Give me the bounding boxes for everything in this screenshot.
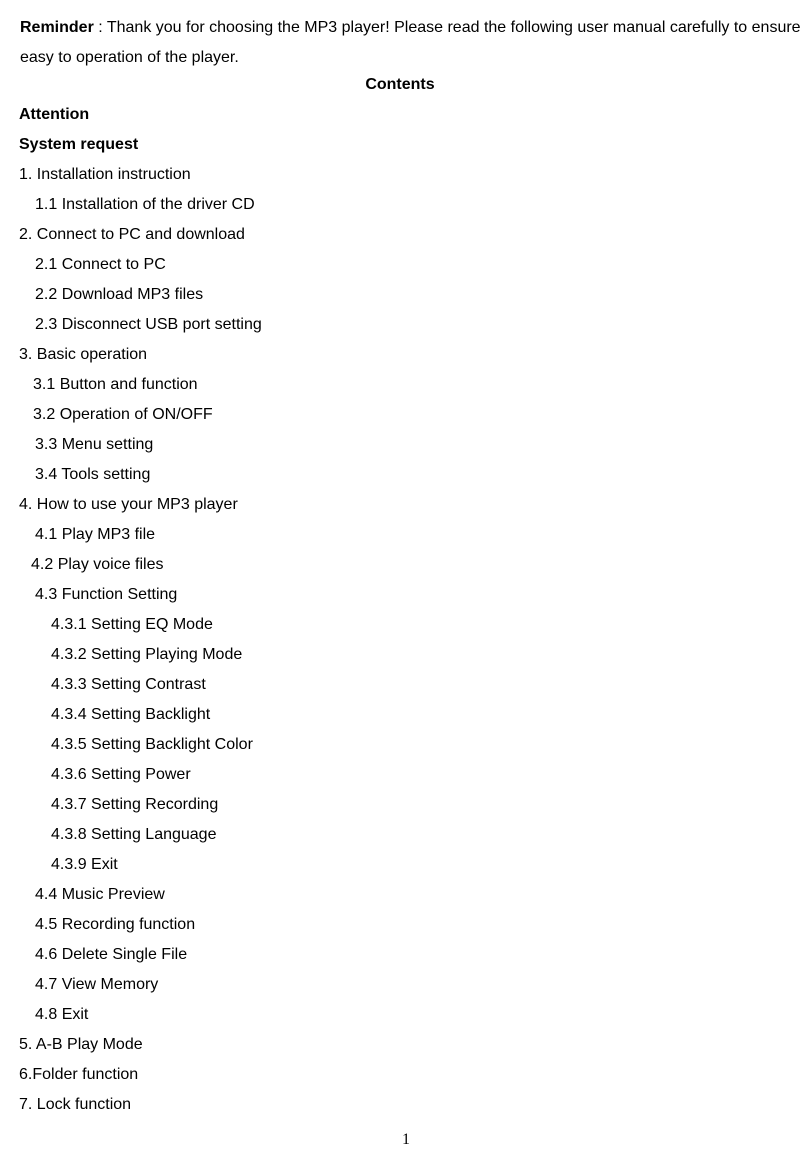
toc-entry-3: 3. Basic operation: [19, 346, 148, 363]
reminder-text-line1: : Thank you for choosing the MP3 player! Please read the following user manual carefully to ensure: [93, 19, 801, 36]
toc-entry-3-2: 3.2 Operation of ON/OFF: [33, 406, 213, 423]
toc-entry-5: 5. A-B Play Mode: [19, 1036, 143, 1053]
toc-entry-2-3: 2.3 Disconnect USB port setting: [35, 316, 262, 333]
toc-entry-4-3-6: 4.3.6 Setting Power: [51, 766, 191, 783]
table-of-contents: [0, 103, 262, 1123]
toc-entry-4-3-3: 4.3.3 Setting Contrast: [51, 676, 206, 693]
reminder-label: Reminder: [20, 19, 94, 36]
toc-entry-4-3-4: 4.3.4 Setting Backlight: [51, 706, 211, 723]
reminder-paragraph: [20, 13, 801, 73]
reminder-text-line2: easy to operation of the player.: [20, 49, 239, 66]
toc-entry-4-3-7: 4.3.7 Setting Recording: [51, 796, 219, 813]
toc-entry-1-1: 1.1 Installation of the driver CD: [35, 196, 255, 213]
toc-entry-4-6: 4.6 Delete Single File: [35, 946, 188, 963]
toc-entry-4-3-9: 4.3.9 Exit: [51, 856, 118, 873]
toc-entry-4-3-2: 4.3.2 Setting Playing Mode: [51, 646, 243, 663]
toc-entry-4-3: 4.3 Function Setting: [35, 586, 178, 603]
toc-entry-6: 6.Folder function: [19, 1066, 139, 1083]
toc-entry-4-7: 4.7 View Memory: [35, 976, 159, 993]
toc-entry-4-5: 4.5 Recording function: [35, 916, 196, 933]
toc-entry-4-1: 4.1 Play MP3 file: [35, 526, 156, 543]
page-number: 1: [402, 1131, 410, 1148]
toc-entry-attention: Attention: [19, 106, 90, 123]
toc-entry-2: 2. Connect to PC and download: [19, 226, 245, 243]
toc-entry-4: 4. How to use your MP3 player: [19, 496, 238, 513]
toc-entry-4-3-1: 4.3.1 Setting EQ Mode: [51, 616, 213, 633]
toc-entry-2-1: 2.1 Connect to PC: [35, 256, 166, 273]
toc-entry-4-2: 4.2 Play voice files: [31, 556, 164, 573]
toc-entry-3-3: 3.3 Menu setting: [35, 436, 154, 453]
toc-entry-4-3-8: 4.3.8 Setting Language: [51, 826, 217, 843]
toc-entry-1: 1. Installation instruction: [19, 166, 191, 183]
contents-title: Contents: [365, 76, 435, 93]
toc-entry-system-request: System request: [19, 136, 139, 153]
toc-entry-3-1: 3.1 Button and function: [33, 376, 198, 393]
toc-entry-4-8: 4.8 Exit: [35, 1006, 89, 1023]
toc-entry-3-4: 3.4 Tools setting: [35, 466, 151, 483]
toc-entry-7: 7. Lock function: [19, 1096, 132, 1113]
toc-entry-2-2: 2.2 Download MP3 files: [35, 286, 204, 303]
toc-entry-4-4: 4.4 Music Preview: [35, 886, 165, 903]
toc-entry-4-3-5: 4.3.5 Setting Backlight Color: [51, 736, 253, 753]
